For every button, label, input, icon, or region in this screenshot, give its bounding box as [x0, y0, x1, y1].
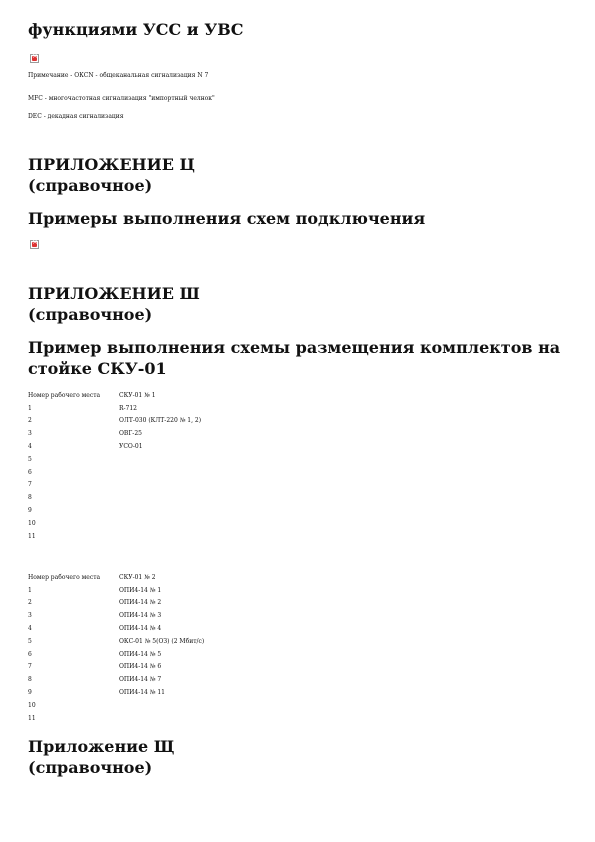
- table-cell: ОПИ4-14 № 4: [119, 625, 162, 633]
- table-cell: [119, 530, 201, 543]
- table-cell: [119, 517, 201, 530]
- table-row: [28, 661, 204, 674]
- table-cell: 5: [28, 455, 32, 463]
- table-header-cell: СКУ-01 № 1: [119, 391, 156, 399]
- appendix-sh-subtitle: (справочное): [28, 305, 153, 324]
- table-cell: 6: [28, 650, 32, 658]
- table-cell: 10: [28, 701, 36, 709]
- table-cell: 2: [28, 417, 32, 425]
- table-cell: 11: [28, 714, 36, 722]
- appendix-shch-subtitle: (справочное): [28, 758, 153, 777]
- table-row: [28, 712, 204, 725]
- table-cell: R-712: [119, 404, 137, 412]
- table-row: [28, 635, 204, 648]
- table-row: [28, 673, 204, 686]
- broken-image-icon: [30, 240, 39, 249]
- table-row: [28, 479, 201, 492]
- table-cell: 2: [28, 599, 32, 607]
- table-row: [28, 466, 201, 479]
- table-cell: ОВГ-25: [119, 430, 142, 438]
- table-cell: 10: [28, 519, 36, 527]
- table-cell: ОКС-01 № 5(ОЗ) (2 Мбит/с): [119, 637, 205, 645]
- note-dec: DEC - декадная сигнализация: [28, 113, 124, 120]
- appendix-ts-heading: Примеры выполнения схем подключения: [28, 209, 426, 228]
- table-header-cell: Номер рабочего места: [28, 391, 101, 399]
- table-cell: ОПИ4-14 № 6: [119, 663, 162, 671]
- table-cell: 1: [28, 586, 32, 594]
- table-cell: [119, 712, 204, 725]
- table-cell: [119, 453, 201, 466]
- table-cell: [119, 699, 204, 712]
- rack-table-2: [28, 571, 204, 725]
- table-cell: 1: [28, 404, 32, 412]
- table-cell: 7: [28, 663, 32, 671]
- table-header-row: [28, 571, 204, 584]
- table-cell: ОЛТ-030 (КЛТ-220 № 1, 2): [119, 417, 202, 425]
- table-cell: [119, 479, 201, 492]
- table-cell: ОПИ4-14 № 11: [119, 689, 165, 697]
- table-row: [28, 402, 201, 415]
- table-cell: УСО-01: [119, 443, 143, 451]
- table-row: [28, 597, 204, 610]
- section-heading: функциями УСС и УВС: [28, 20, 244, 39]
- table-cell: ОПИ4-14 № 7: [119, 676, 162, 684]
- table-cell: [119, 504, 201, 517]
- table-row: [28, 699, 204, 712]
- rack-table-1: [28, 389, 201, 543]
- table-cell: 9: [28, 507, 32, 515]
- broken-image-icon: [30, 54, 39, 63]
- table-cell: ОПИ4-14 № 1: [119, 586, 162, 594]
- table-row: [28, 491, 201, 504]
- table-cell: 8: [28, 676, 32, 684]
- appendix-shch-title: Приложение Щ: [28, 737, 175, 756]
- table-row: [28, 648, 204, 661]
- table-row: [28, 427, 201, 440]
- appendix-sh-title: ПРИЛОЖЕНИЕ Ш: [28, 284, 200, 303]
- table-cell: [119, 466, 201, 479]
- table-cell: 3: [28, 612, 32, 620]
- table-row: [28, 584, 204, 597]
- table-cell: 4: [28, 443, 32, 451]
- appendix-sh-heading-line1: Пример выполнения схемы размещения комплектов на: [28, 338, 561, 357]
- table-row: [28, 622, 204, 635]
- note-mfs: МFС - многочастотная сигнализация "импортный челнок": [28, 95, 215, 102]
- table-cell: 5: [28, 637, 32, 645]
- table-row: [28, 686, 204, 699]
- table-row: [28, 504, 201, 517]
- appendix-sh-heading-line2: стойке СКУ-01: [28, 359, 167, 378]
- appendix-ts-title: ПРИЛОЖЕНИЕ Ц: [28, 155, 195, 174]
- table-cell: ОПИ4-14 № 2: [119, 599, 162, 607]
- appendix-ts-subtitle: (справочное): [28, 176, 153, 195]
- table-cell: ОПИ4-14 № 3: [119, 612, 162, 620]
- table-cell: 9: [28, 689, 32, 697]
- table-cell: 7: [28, 481, 32, 489]
- table-cell: 4: [28, 625, 32, 633]
- table-header-cell: Номер рабочего места: [28, 573, 101, 581]
- table-row: [28, 517, 201, 530]
- table-header-row: [28, 389, 201, 402]
- table-cell: 8: [28, 494, 32, 502]
- table-cell: 11: [28, 532, 36, 540]
- table-cell: ОПИ4-14 № 5: [119, 650, 162, 658]
- table-cell: 6: [28, 468, 32, 476]
- table-cell: [119, 491, 201, 504]
- table-row: [28, 415, 201, 428]
- table-row: [28, 440, 201, 453]
- table-header-cell: СКУ-01 № 2: [119, 573, 156, 581]
- table-row: [28, 530, 201, 543]
- table-cell: 3: [28, 430, 32, 438]
- table-row: [28, 453, 201, 466]
- note-oksn: Примечание - ОКСN - общеканальная сигнализация N 7: [28, 72, 209, 79]
- table-row: [28, 609, 204, 622]
